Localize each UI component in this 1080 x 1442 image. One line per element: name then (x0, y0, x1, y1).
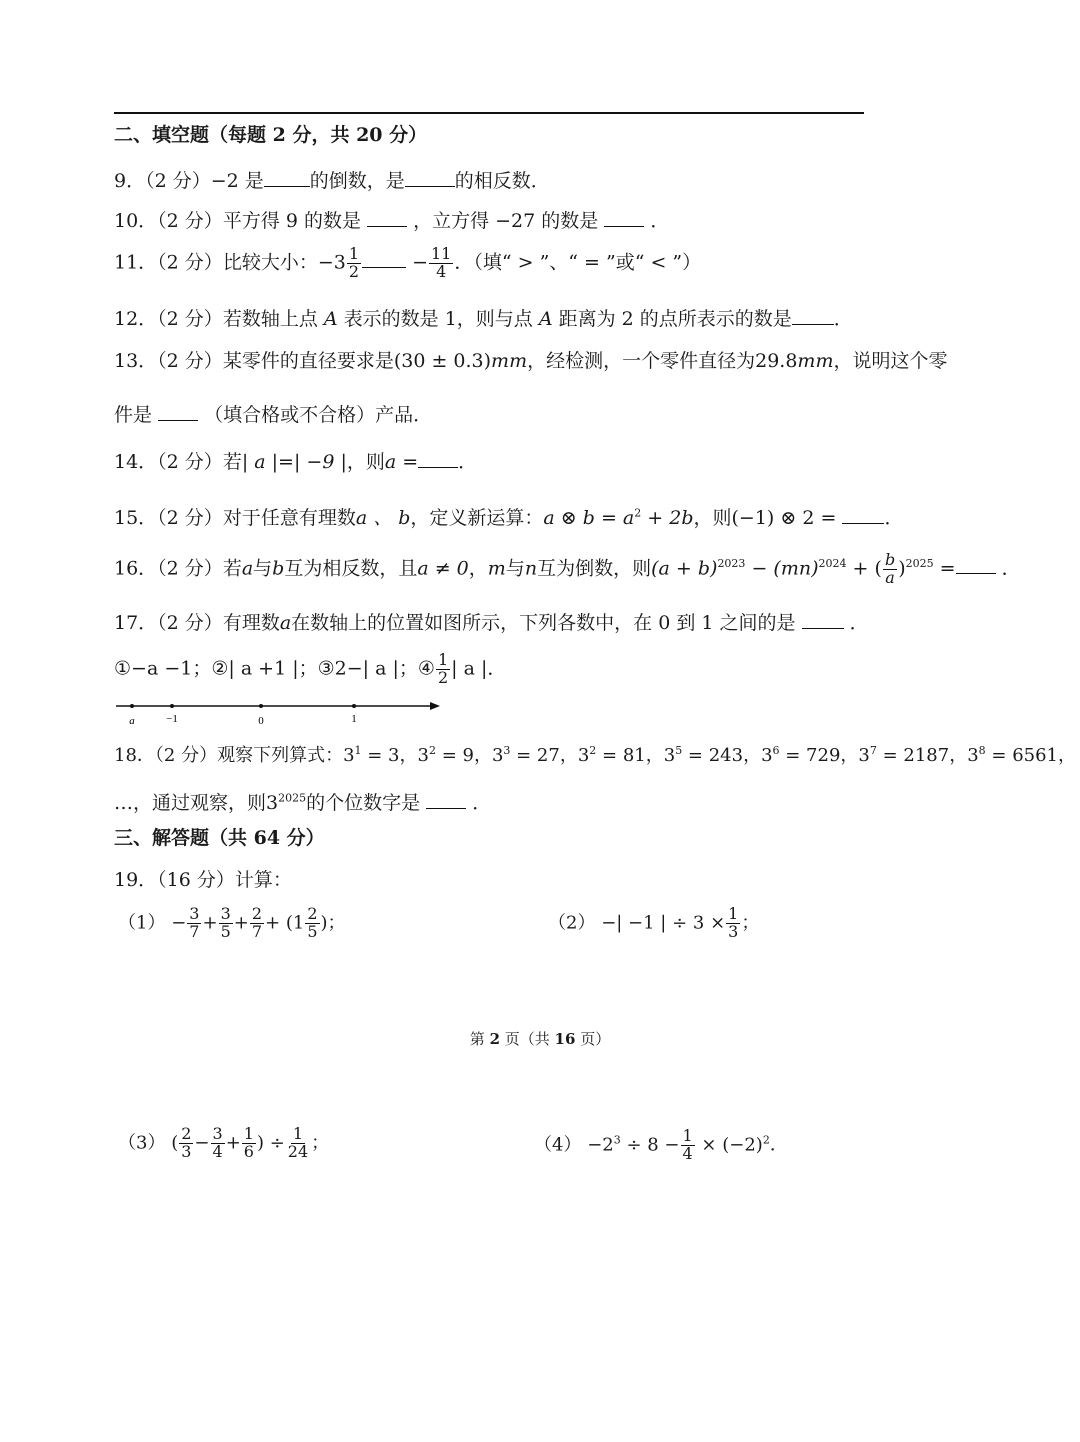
question-11: 11．（2 分）比较大小：−3 $\frac{1}{2}$ − $\frac{11}{4}$ ．（填“ > ”、“ = ”或“ < ”） (114, 244, 702, 281)
section-2-heading: 二、填空题（每题 2 分，共 20 分） (114, 124, 428, 146)
fraction: $\frac{1}{2}$ (437, 650, 449, 687)
q19-part-4: $(4) -2^3 \div 8$ − $\frac{1}{4}$ × $(-2)^2$． (534, 1126, 788, 1163)
label-minus-1: −1 (166, 713, 178, 725)
question-14: 14．（2 分）若| a |=| −9 |，则a = ． (114, 451, 478, 473)
fraction: $\frac{1}{2}$ (348, 244, 360, 281)
tick-0 (259, 704, 263, 708)
answer-blank[interactable] (405, 168, 455, 187)
answer-blank[interactable] (367, 208, 407, 227)
fraction: $\frac{b}{a}$ (884, 550, 896, 587)
number-line (112, 696, 442, 728)
answer-blank[interactable] (362, 249, 406, 268)
answer-blank[interactable] (842, 505, 884, 524)
question-12: 12．（2 分）若数轴上点 A 表示的数是 1，则与点 A 距离为 2 的点所表示的数是 ． (114, 308, 853, 330)
tick-1 (352, 704, 356, 708)
answer-blank[interactable] (604, 208, 644, 227)
question-18-line-2: …，通过观察，则$3^{2025}$的个位数字是 ． (114, 791, 492, 814)
question-19: 19．（16 分）计算： (114, 869, 292, 891)
question-9: 9．（2 分）−2 是 的倒数，是 的相反数． (114, 170, 550, 192)
answer-blank[interactable] (792, 306, 834, 325)
header-rule (114, 112, 864, 114)
label-1: 1 (351, 713, 357, 725)
answer-blank[interactable] (956, 555, 996, 574)
page-footer: 第 2 页（共 16 页） (469, 1030, 611, 1048)
q19-part-2: （2） −| −1 | ÷ 3 × $\frac{1}{3}$ ； (548, 904, 760, 941)
arrow-icon (430, 702, 440, 710)
question-10: 10．（2 分）平方得 9 的数是 ，立方得 −27 的数是 ． (114, 210, 670, 232)
question-17: 17．（2 分）有理数a在数轴上的位置如图所示，下列各数中，在 0 到 1 之间的是 ． (114, 612, 869, 634)
question-16: 16．（2 分）若a与b互为相反数，且a ≠ 0，m与n互为倒数，则$(a + b)^{2023} - (mn)^{2024}$ + ( $\frac{b}{a}$ )$^{2025}$ = ． (114, 550, 1021, 587)
point-a (130, 704, 134, 708)
fraction: $\frac{11}{4}$ (431, 244, 452, 281)
section-3-heading: 三、解答题（共 64 分） (114, 827, 325, 849)
label-a: a (129, 715, 135, 727)
question-15: 15．（2 分）对于任意有理数a 、 b，定义新运算：a ⊗ $b = a^2 + 2b$，则(−1) ⊗ 2 = ． (114, 506, 904, 529)
q19-part-1: （1） − $\frac{3}{7}$ + $\frac{3}{5}$ + $\frac{2}{7}$ + (1 $\frac{2}{5}$ )； (118, 904, 346, 941)
question-13-line-2: 件是 （填合格或不合格）产品． (114, 404, 433, 426)
question-18: 18．（2 分）观察下列算式：$3^1 = 3$，$3^2 = 9$，$3^3 = 27$，$3^2 = 81$，$3^5 = 243$，$3^6 = 729$，$3^7 = 2187$，$3^8 = 6561$， (114, 744, 1077, 766)
tick-minus-1 (170, 704, 174, 708)
label-0: 0 (258, 715, 264, 727)
answer-blank[interactable] (426, 790, 466, 809)
answer-blank[interactable] (802, 610, 844, 629)
answer-blank[interactable] (418, 449, 458, 468)
q19-part-3: （3） ( $\frac{2}{3}$ − $\frac{3}{4}$ + $\frac{1}{6}$ ) ÷ $\frac{1}{24}$ ； (118, 1124, 330, 1161)
answer-blank[interactable] (264, 168, 310, 187)
answer-blank[interactable] (158, 402, 198, 421)
question-17-options: ①−a −1；②| a +1 |；③2−| a |；④ $\frac{1}{2}$ | a |． (114, 650, 507, 687)
question-13: 13．（2 分）某零件的直径要求是(30 ± 0.3)mm，经检测，一个零件直径为29.8mm，说明这个零 (114, 350, 948, 372)
